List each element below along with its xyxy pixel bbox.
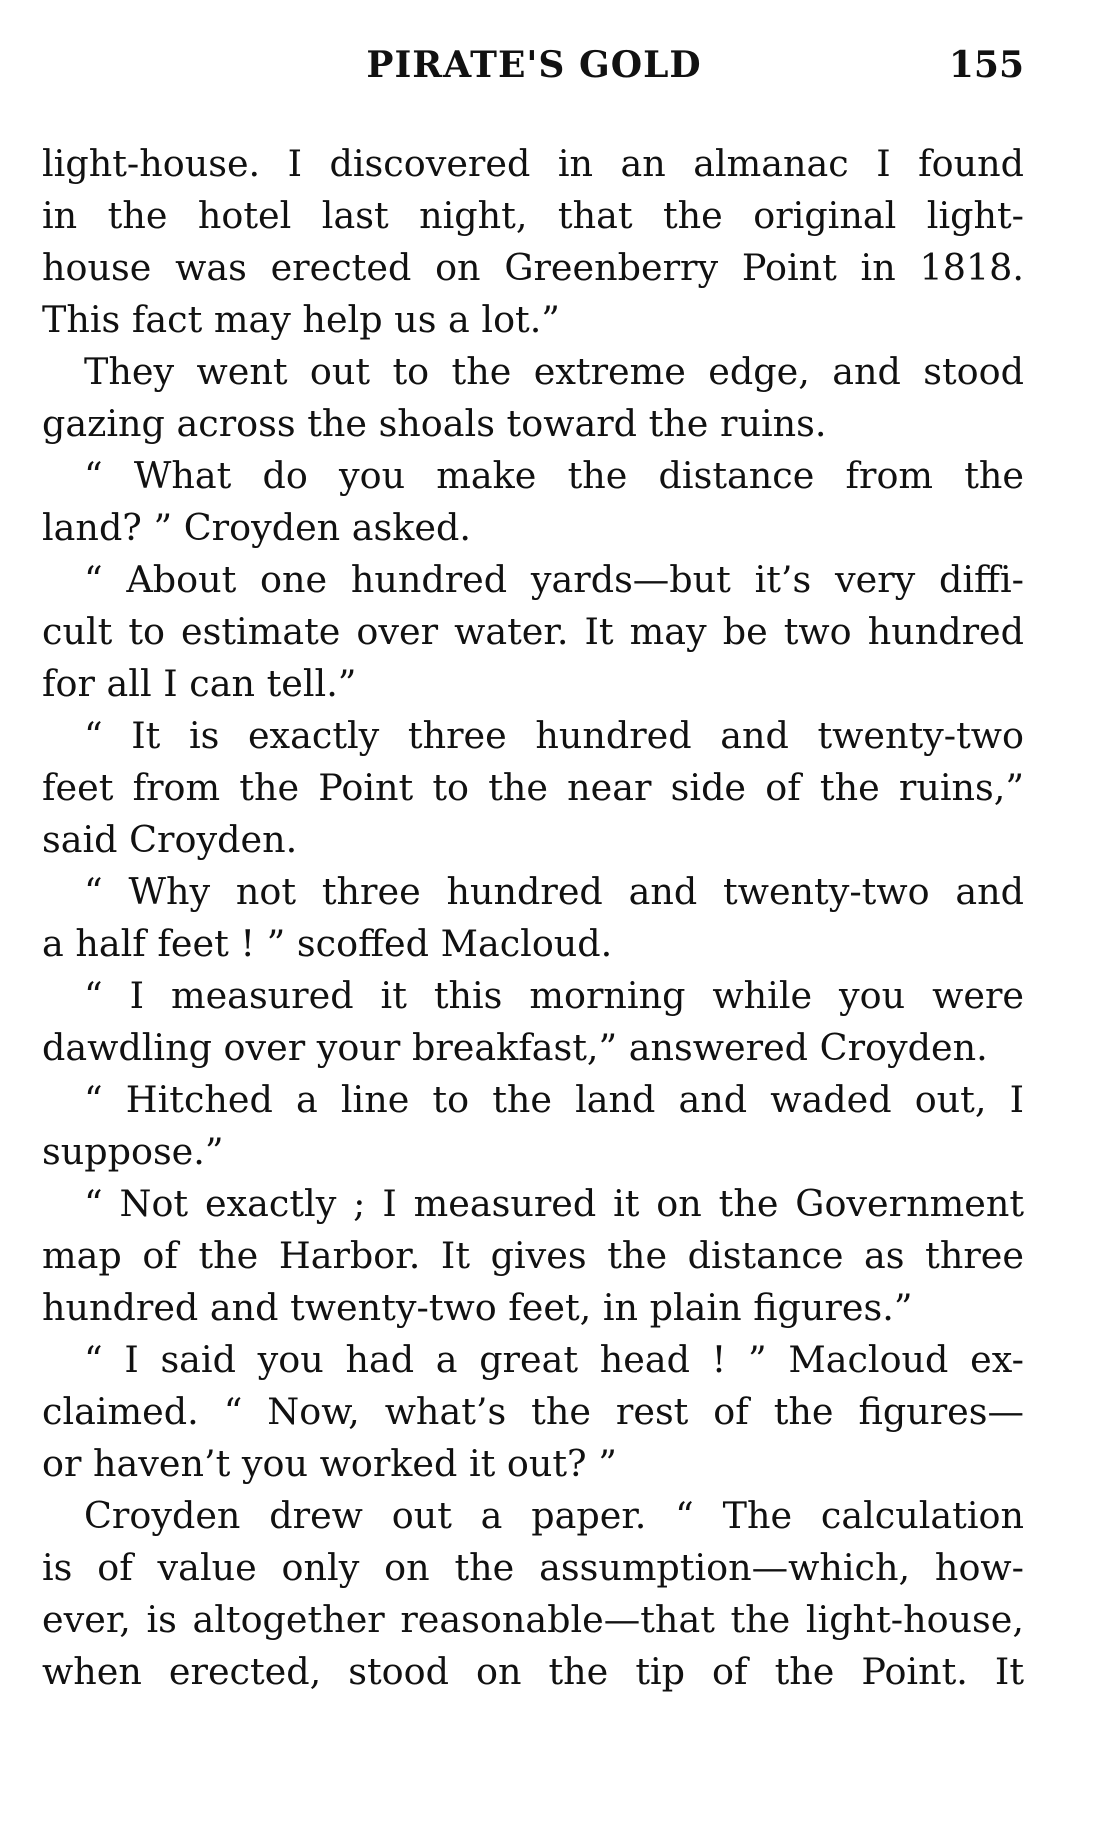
text-line: They went out to the extreme edge, and stood — [84, 350, 1024, 393]
text-line: for all I can tell.” — [42, 662, 357, 705]
text-line: “ It is exactly three hundred and twenty-two — [84, 714, 1024, 757]
text-line: This fact may help us a lot.” — [42, 298, 560, 341]
paragraph — [42, 450, 1024, 554]
text-line: “ Why not three hundred and twenty-two and — [84, 870, 1024, 913]
text-line: when erected, stood on the tip of the Point. It — [42, 1650, 1024, 1693]
text-line: light-house. I discovered in an almanac I found — [42, 142, 1024, 185]
paragraph — [42, 554, 1024, 710]
running-title: PIRATE'S GOLD — [366, 44, 702, 86]
text-line: gazing across the shoals toward the ruins. — [42, 402, 827, 445]
paragraph — [42, 866, 1024, 970]
text-line: in the hotel last night, that the original light- — [42, 194, 1024, 237]
text-line: hundred and twenty-two feet, in plain figures.” — [42, 1286, 913, 1329]
text-line: dawdling over your breakfast,” answered Croyden. — [42, 1026, 988, 1069]
paragraph — [42, 346, 1024, 450]
text-line: land? ” Croyden asked. — [42, 506, 471, 549]
paragraph — [42, 1074, 1024, 1178]
text-line: “ Not exactly ; I measured it on the Government — [84, 1182, 1024, 1225]
text-line: “ I measured it this morning while you were — [84, 974, 1024, 1017]
text-line: said Croyden. — [42, 818, 298, 861]
paragraph — [42, 1178, 1024, 1334]
page-number: 155 — [948, 44, 1024, 86]
text-line: house was erected on Greenberry Point in 1818. — [42, 246, 1024, 289]
body-text — [42, 138, 1024, 1698]
text-line: feet from the Point to the near side of the ruins,” — [42, 766, 1024, 809]
text-line: is of value only on the assumption—which, how- — [42, 1546, 1024, 1589]
paragraph — [42, 970, 1024, 1074]
paragraph — [42, 1490, 1024, 1698]
text-line: a half feet ! ” scoffed Macloud. — [42, 922, 613, 965]
text-line: Croyden drew out a paper. “ The calculation — [84, 1494, 1024, 1537]
text-line: or haven’t you worked it out? ” — [42, 1442, 617, 1485]
page-header — [44, 44, 1024, 94]
text-line: “ I said you had a great head ! ” Macloud ex- — [84, 1338, 1024, 1381]
text-line: map of the Harbor. It gives the distance as three — [42, 1234, 1024, 1277]
text-line: “ Hitched a line to the land and waded out, I — [84, 1078, 1024, 1121]
paragraph — [42, 1334, 1024, 1490]
text-line: cult to estimate over water. It may be two hundred — [42, 610, 1024, 653]
paragraph — [42, 710, 1024, 866]
text-line: suppose.” — [42, 1130, 224, 1173]
text-line: claimed. “ Now, what’s the rest of the figures— — [42, 1390, 1024, 1433]
text-line: ever, is altogether reasonable—that the light-house, — [42, 1598, 1024, 1641]
text-line: “ About one hundred yards—but it’s very diffi- — [84, 558, 1024, 601]
text-line: “ What do you make the distance from the — [84, 454, 1024, 497]
paragraph — [42, 138, 1024, 346]
